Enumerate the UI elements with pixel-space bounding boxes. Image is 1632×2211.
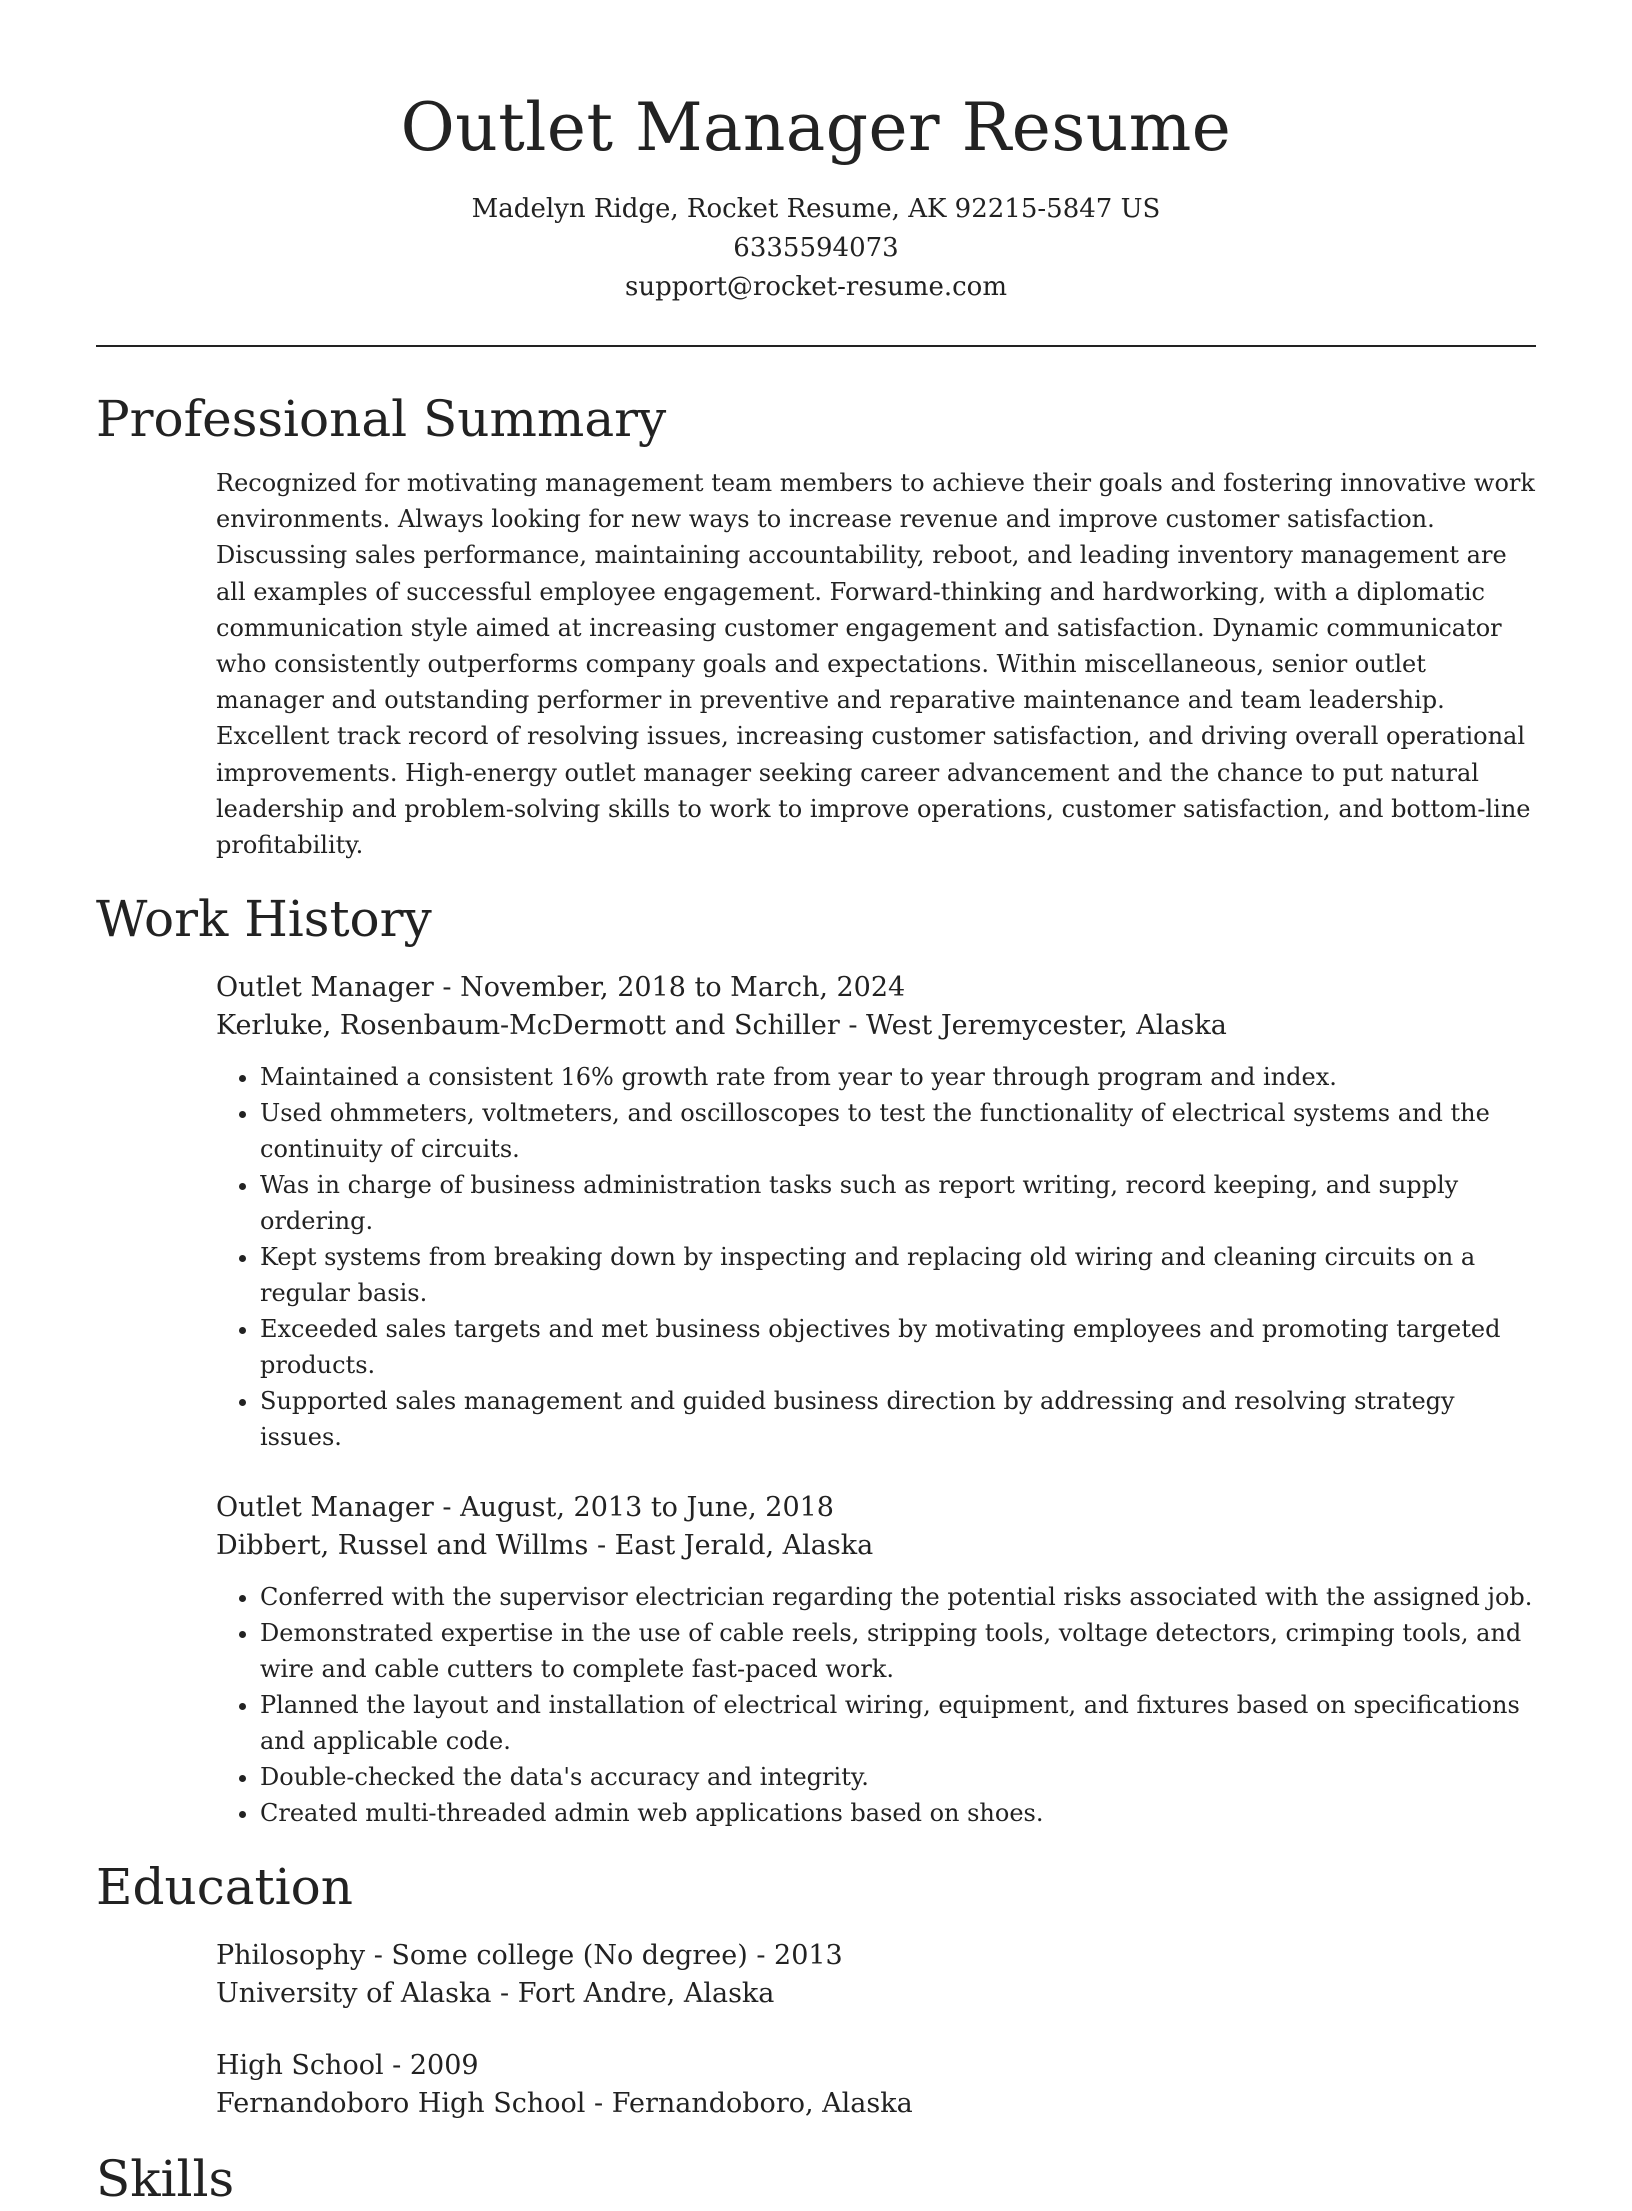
- job-title-line: Outlet Manager - August, 2013 to June, 2018: [216, 1492, 834, 1524]
- job-company-line: Kerluke, Rosenbaum-McDermott and Schiller - West Jeremycester, Alaska: [216, 1010, 1227, 1042]
- summary-text: Recognized for motivating management team members to achieve their goals and fostering innovative work environments. Always looking for new ways to increase revenue and improve customer satisfaction. Discussing sales performance, maintaining accountability, reboot, and leading inventory management are all examples of successful employee engagement. Forward-thinking and hardworking, with a diplomatic communication style aimed at increasing customer engagement and satisfaction. Dynamic communicator who consistently outperforms company goals and expectations. Within miscellaneous, senior outlet manager and outstanding performer in preventive and reparative maintenance and team leadership. Excellent track record of resolving issues, increasing customer satisfaction, and driving overall operational improvements. High-energy outlet manager seeking career advancement and the chance to put natural leadership and problem-solving skills to work to improve operations, customer satisfaction, and bottom-line profitability.: [216, 469, 1535, 860]
- work-history-heading: Work History: [96, 890, 432, 949]
- summary-heading: Professional Summary: [96, 390, 667, 448]
- job-bullet: • Planned the layout and installation of electrical wiring, equipment, and fixtures based on specifications and applicable code.: [260, 1687, 1536, 1759]
- job-bullet: • Created multi-threaded admin web applications based on shoes.: [260, 1795, 1536, 1831]
- job-entry: [216, 1489, 1536, 1831]
- education-degree-line: High School - 2009: [216, 2050, 479, 2082]
- education-entry: [216, 1937, 1536, 2013]
- job-bullet: • Used ohmmeters, voltmeters, and oscilloscopes to test the functionality of electrical systems and the continuity of circuits.: [260, 1095, 1536, 1167]
- job-title-line: Outlet Manager - November, 2018 to March, 2024: [216, 972, 906, 1004]
- education-degree-line: Philosophy - Some college (No degree) - 2013: [216, 1940, 843, 1972]
- skills-section: [96, 2147, 1536, 2211]
- contact-info: [96, 190, 1536, 307]
- contact-email: support@rocket-resume.com: [624, 272, 1007, 302]
- summary-section: [96, 387, 1536, 863]
- education-school-line: Fernandoboro High School - Fernandoboro, Alaska: [216, 2088, 913, 2120]
- header-divider: [96, 345, 1536, 347]
- education-section: [96, 1855, 1536, 2123]
- resume-title: Outlet Manager Resume: [400, 89, 1232, 166]
- contact-phone: 6335594073: [733, 233, 899, 263]
- skills-heading: Skills: [96, 2150, 235, 2209]
- contact-address: Madelyn Ridge, Rocket Resume, AK 92215-5847 US: [471, 194, 1161, 224]
- job-bullet: • Supported sales management and guided business direction by addressing and resolving strategy issues.: [260, 1383, 1536, 1455]
- job-bullet: • Maintained a consistent 16% growth rate from year to year through program and index.: [260, 1059, 1536, 1095]
- resume-header: [96, 0, 1536, 307]
- education-heading: Education: [96, 1858, 353, 1917]
- job-bullet: • Kept systems from breaking down by inspecting and replacing old wiring and cleaning circuits on a regular basis.: [260, 1239, 1536, 1311]
- resume-page: [96, 0, 1536, 2211]
- job-bullet: • Was in charge of business administration tasks such as report writing, record keeping, and supply ordering.: [260, 1167, 1536, 1239]
- job-bullet: • Exceeded sales targets and met business objectives by motivating employees and promoting targeted products.: [260, 1311, 1536, 1383]
- job-company-line: Dibbert, Russel and Willms - East Jerald, Alaska: [216, 1530, 874, 1562]
- work-history-section: [96, 887, 1536, 1831]
- job-bullet: • Conferred with the supervisor electrician regarding the potential risks associated with the assigned job.: [260, 1579, 1536, 1615]
- job-bullet: • Double-checked the data's accuracy and integrity.: [260, 1759, 1536, 1795]
- job-bullets: [216, 1579, 1536, 1831]
- education-school-line: University of Alaska - Fort Andre, Alaska: [216, 1978, 775, 2010]
- job-bullets: [216, 1059, 1536, 1455]
- job-bullet: • Demonstrated expertise in the use of cable reels, stripping tools, voltage detectors, crimping tools, and wire and cable cutters to complete fast-paced work.: [260, 1615, 1536, 1687]
- job-entry: [216, 969, 1536, 1455]
